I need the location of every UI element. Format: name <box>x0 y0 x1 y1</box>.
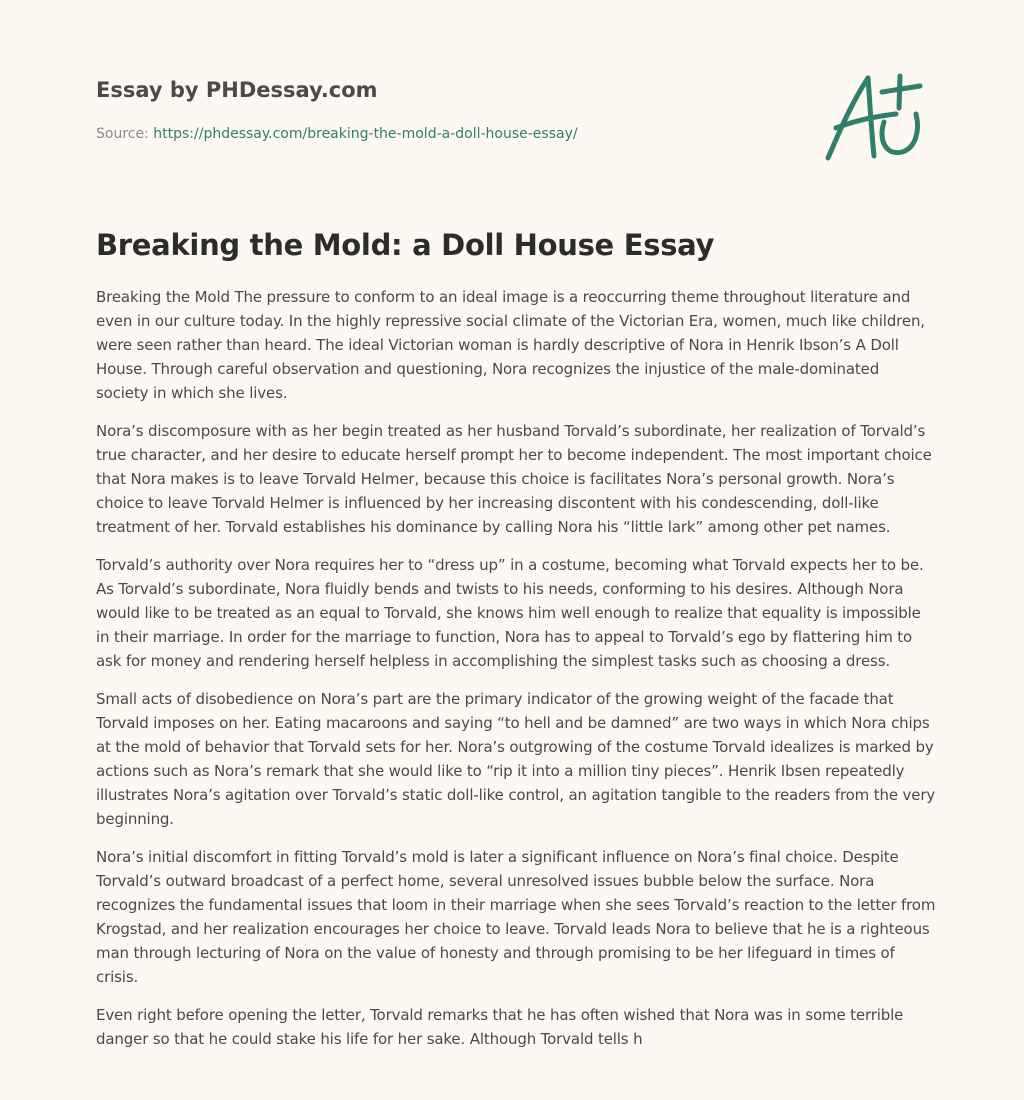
essay-paragraph: Breaking the Mold The pressure to conform to an ideal image is a reoccurring theme throughout literature and even in our culture today. In the highly repressive social climate of the Victorian Era, women, much like children, were seen rather than heard. The ideal Victorian woman is hardly descriptive of Nora in Henrik Ibson’s A Doll House. Through careful observation and questioning, Nora recognizes the injustice of the male-dominated society in which she lives. <box>96 288 925 402</box>
site-title: Essay by PHDessay.com <box>96 78 378 102</box>
essay-paragraph: Torvald’s authority over Nora requires her to “dress up” in a costume, becoming what Torvald expects her to be. As Torvald’s subordinate, Nora fluidly bends and twists to his needs, conforming to his desires. Although Nora would like to be treated as an equal to Torvald, she knows him well enough to realize that equality is impossible in their marriage. In order for the marriage to function, Nora has to appeal to Torvald’s ego by flattering him to ask for money and rendering herself helpless in accomplishing the simplest tasks such as choosing a dress. <box>96 556 924 670</box>
essay-title: Breaking the Mold: a Doll House Essay <box>96 228 715 262</box>
essay-body <box>96 285 936 1065</box>
essay-paragraph: Even right before opening the letter, Torvald remarks that he has often wished that Nora was in some terrible danger so that he could stake his life for her sake. Although Torvald tells h <box>96 1006 904 1048</box>
essay-paragraph: Nora’s initial discomfort in fitting Torvald’s mold is later a significant influence on Nora’s final choice. Despite Torvald’s outward broadcast of a perfect home, several unresolved issues bubble below the surface. Nora recognizes the fundamental issues that loom in their marriage when she sees Torvald’s reaction to the letter from Krogstad, and her realization encourages her choice to leave. Torvald leads Nora to believe that he is a righteous man through lecturing of Nora on the value of honesty and through promising to be her lifeguard in times of crisis. <box>96 848 936 986</box>
a-plus-logo-svg <box>820 68 930 164</box>
a-plus-grade-icon <box>820 68 930 164</box>
source-label: Source: <box>96 126 149 142</box>
source-link[interactable]: https://phdessay.com/breaking-the-mold-a-doll-house-essay/ <box>153 126 578 142</box>
essay-paragraph: Small acts of disobedience on Nora’s part are the primary indicator of the growing weight of the facade that Torvald imposes on her. Eating macaroons and saying “to hell and be damned” are two ways in which Nora chips at the mold of behavior that Torvald sets for her. Nora’s outgrowing of the costume Torvald idealizes is marked by actions such as Nora’s remark that she would like to “rip it into a million tiny pieces”. Henrik Ibsen repeatedly illustrates Nora’s agitation over Torvald’s static doll-like control, an agitation tangible to the readers from the very beginning. <box>96 690 936 828</box>
essay-paragraph: Nora’s discomposure with as her begin treated as her husband Torvald’s subordinate, her realization of Torvald’s true character, and her desire to educate herself prompt her to become independent. The most important choice that Nora makes is to leave Torvald Helmer, because this choice is facilitates Nora’s personal growth. Nora’s choice to leave Torvald Helmer is influenced by her increasing discontent with his condescending, doll-like treatment of her. Torvald establishes his dominance by calling Nora his “little lark” among other pet names. <box>96 422 932 536</box>
source-line <box>96 124 578 144</box>
